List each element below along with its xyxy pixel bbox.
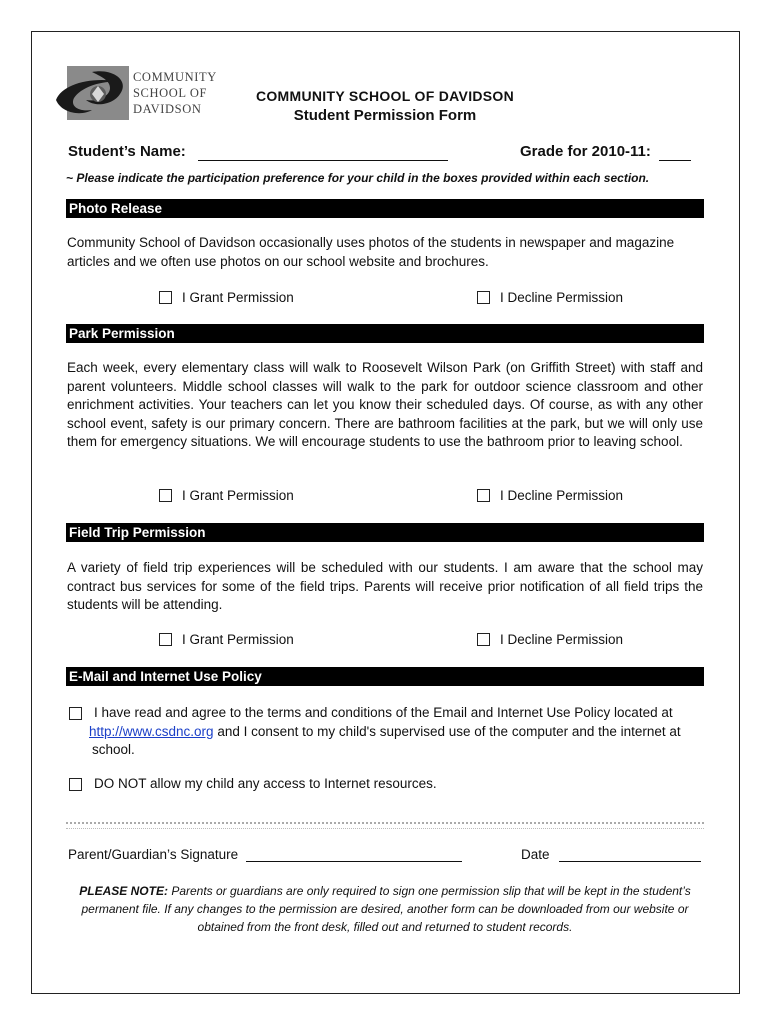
field-trip-grant-option[interactable] [159,632,294,648]
instructions: ~ Please indicate the participation preference for your child in the boxes provided within each section. [66,171,650,185]
field-trip-decline-label: I Decline Permission [500,632,624,647]
park-grant-label: I Grant Permission [182,488,294,503]
section-header-field-trip: Field Trip Permission [66,523,704,542]
note-text: Parents or guardians are only required to sign one permission slip that will be kept in the student’s permanent file. If any changes to the permission are desired, another form can be downloaded from our website or obtained from the front desk, filled out and returned to student records. [81,884,691,934]
school-website-link[interactable]: http://www.csdnc.org [89,723,214,739]
student-name-label: Student’s Name: [68,143,186,160]
please-note [70,882,700,936]
field-trip-decline-checkbox[interactable] [477,633,490,646]
date-row [521,847,701,862]
park-decline-label: I Decline Permission [500,488,624,503]
field-trip-decline-option[interactable] [477,632,623,648]
section-header-photo-release: Photo Release [66,199,704,218]
form-title: Student Permission Form [293,107,477,124]
logo-line-1: COMMUNITY [133,70,217,84]
field-trip-grant-checkbox[interactable] [159,633,172,646]
logo-line-3: DAVIDSON [133,102,202,116]
student-name-input[interactable] [198,145,448,161]
signature-input[interactable] [246,847,462,862]
photo-decline-option[interactable] [477,290,623,306]
photo-grant-label: I Grant Permission [182,290,294,305]
photo-decline-label: I Decline Permission [500,290,624,305]
email-agree-text [89,704,702,760]
section-header-park-permission: Park Permission [66,324,704,343]
park-decline-checkbox[interactable] [477,489,490,502]
photo-grant-checkbox[interactable] [159,291,172,304]
section-header-email-internet: E-Mail and Internet Use Policy [66,667,704,686]
park-permission-text: Each week, every elementary class will walk to Roosevelt Wilson Park (on Griffith Street) with staff and parent volunteers. Middle school classes will walk to the park for outdoor science classroom and other enrichment activities. Your teachers can let you know their scheduled days. Of course, as with any other school event, safety is our primary concern. There are bathroom facilities at the park, but we will only use them for emergency situations. We will encourage students to use the bathroom prior to leaving school. [67,360,703,449]
student-name-row [68,143,448,161]
date-input[interactable] [559,847,701,862]
grade-input[interactable] [659,145,691,161]
logo-line-2: SCHOOL OF [133,86,208,100]
field-trip-grant-label: I Grant Permission [182,632,294,647]
park-decline-option[interactable] [477,488,623,504]
grade-row [520,143,691,161]
date-label: Date [521,847,550,862]
photo-release-text: Community School of Davidson occasionally uses photos of the students in newspaper and magazine articles and we often use photos on our school website and brochures. [67,235,675,269]
park-grant-checkbox[interactable] [159,489,172,502]
email-agree-checkbox[interactable] [69,707,82,720]
signature-label: Parent/Guardian’s Signature [68,847,239,862]
school-name: COMMUNITY SCHOOL OF DAVIDSON [255,88,515,104]
park-grant-option[interactable] [159,488,294,504]
internet-deny-checkbox[interactable] [69,778,82,791]
photo-grant-option[interactable] [159,290,294,306]
grade-label: Grade for 2010-11: [520,143,651,160]
photo-decline-checkbox[interactable] [477,291,490,304]
signature-row [68,847,462,862]
email-agree-after: and I consent to my child's supervised use of the computer and the internet at school. [92,723,681,757]
email-agree-before: I have read and agree to the terms and conditions of the Email and Internet Use Policy located at [94,705,673,720]
note-label: PLEASE NOTE: [79,884,168,898]
divider [66,822,704,829]
field-trip-text: A variety of field trip experiences will be scheduled with our students. I am aware that the school may contract bus services for some of the field trips. Parents will receive prior notification of all field trips the students will be attending. [67,560,703,612]
internet-deny-label: DO NOT allow my child any access to Internet resources. [94,776,437,791]
